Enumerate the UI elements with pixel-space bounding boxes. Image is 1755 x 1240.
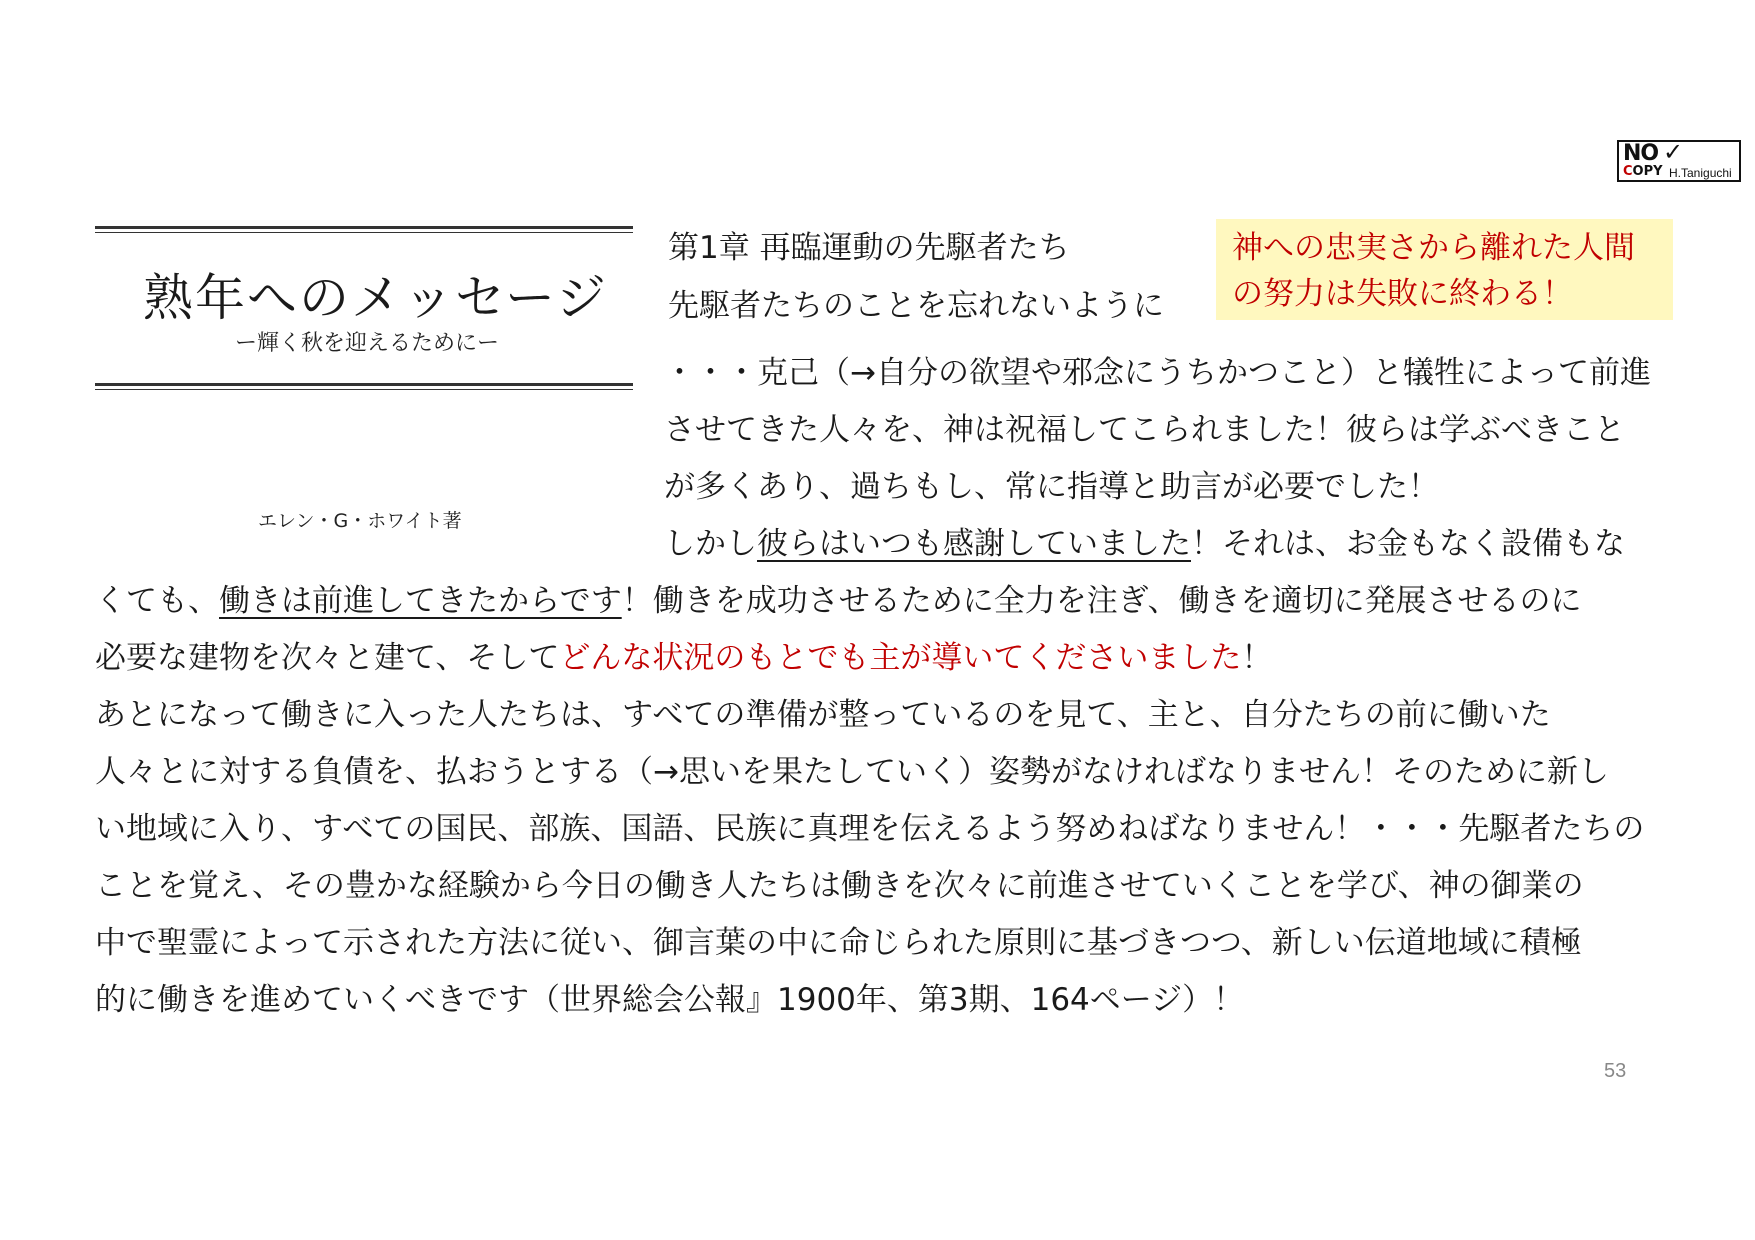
callout-line-2: の努力は失敗に終わる！ [1232,276,1573,312]
cover-top-rule [95,226,633,233]
body-line-6: 必要な建物を次々と建て、そしてどんな状況のもとでも主が導いてくださいました！ [95,640,1273,676]
body-line-11: 中で聖霊によって示された方法に従い、御言葉の中に命じられた原則に基づきつつ、新しい伝道地域に積極 [95,925,1582,961]
body-line-7: あとになって働きに入った人たちは、すべての準備が整っているのを見て、主と、自分たちの前に働いた [95,697,1551,733]
body-line-2: させてきた人々を、神は祝福してこられました！彼らは学ぶべきこと [664,412,1625,448]
body-line-3: が多くあり、過ちもし、常に指導と助言が必要でした！ [664,469,1439,505]
logo-author-name: H.Taniguchi [1669,166,1732,180]
body-line-10: ことを覚え、その豊かな経験から今日の働き人たちは働きを次々に前進させていくことを学び、神の御業の [95,868,1584,904]
book-subtitle: ー輝く秋を迎えるためにー [235,331,500,356]
logo-copy-text: COPY [1623,164,1663,179]
red-emphasis: どんな状況のもとでも主が導いてくださいました [559,640,1242,676]
page-number: 53 [1604,1060,1627,1082]
checkmark-icon: ✓ [1663,138,1684,166]
underlined-phrase: 彼らはいつも感謝していました [757,526,1191,562]
cover-bottom-rule [95,383,633,390]
body-line-12: 的に働きを進めていくべきです（世界総会公報』1900年、第3期、164ページ）！ [95,982,1245,1018]
book-title: 熟年へのメッセージ [143,269,608,327]
book-cover [95,226,633,396]
highlight-callout [1216,219,1673,320]
body-line-4: しかし彼らはいつも感謝していました！それは、お金もなく設備もな [664,526,1625,562]
underlined-phrase: 働きは前進してきたからです [219,583,622,619]
body-line-8: 人々とに対する負債を、払おうとする（→思いを果たしていく）姿勢がなければなりません！そのために新し [95,754,1609,790]
body-line-5: くても、働きは前進してきたからです！働きを成功させるために全力を注ぎ、働きを適切に発展させるのに [95,583,1582,619]
no-copy-logo [1617,140,1741,182]
body-line-9: い地域に入り、すべての国民、部族、国語、民族に真理を伝えるよう努めねばなりません！・・・先駆者たちの [95,811,1645,847]
body-line-1: ・・・克己（→自分の欲望や邪念にうちかつこと）と犠牲によって前進 [664,355,1651,391]
logo-no-text: NO [1623,141,1659,166]
book-author: エレン・G・ホワイト著 [258,510,462,532]
chapter-heading: 第1章 再臨運動の先駆者たち [668,230,1070,266]
section-heading: 先駆者たちのことを忘れないように [668,288,1164,324]
callout-line-1: 神への忠実さから離れた人間 [1232,230,1635,266]
